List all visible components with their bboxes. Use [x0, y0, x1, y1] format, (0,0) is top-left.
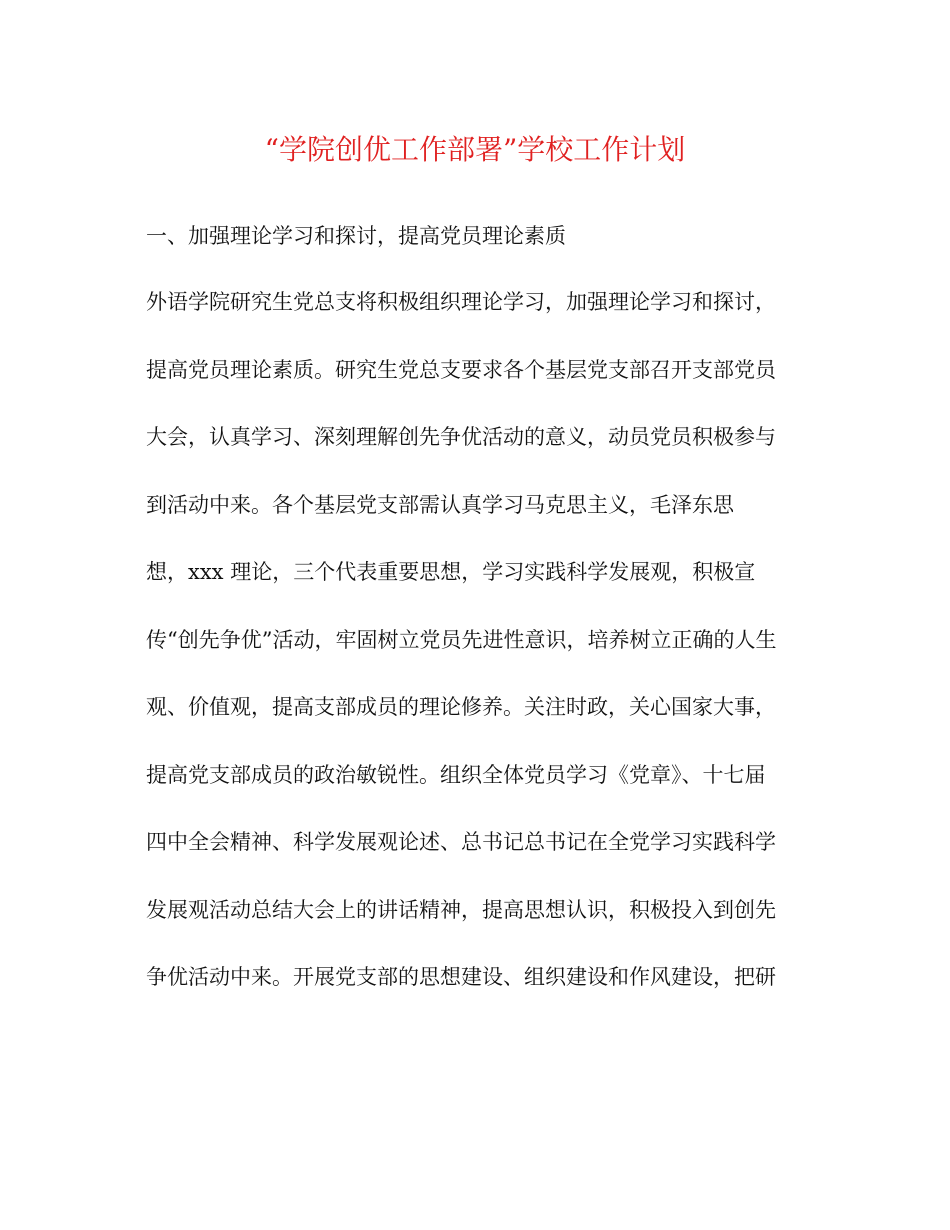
- body-line: 提高党员理论素质。研究生党总支要求各个基层党支部召开支部党员: [146, 357, 776, 382]
- body-line: 大会，认真学习、深刻理解创先争优活动的意义，动员党员积极参与: [146, 425, 776, 449]
- body-line: 发展观活动总结大会上的讲话精神，提高思想认识，积极投入到创先: [146, 897, 776, 922]
- body-line: 传“创先争优”活动，牢固树立党员先进性意识，培养树立正确的人生: [146, 627, 777, 652]
- body-line: 提高党支部成员的政治敏锐性。组织全体党员学习《党章》、十七届: [146, 762, 766, 787]
- body-line: 到活动中来。各个基层党支部需认真学习马克思主义，毛泽东思: [146, 492, 734, 517]
- body-text: [146, 287, 826, 1030]
- document-title: “学院创优工作部署”学校工作计划: [264, 133, 686, 166]
- body-line: 想，xxx 理论，三个代表重要思想，学习实践科学发展观，积极宣: [146, 560, 756, 584]
- body-line: 观、价值观，提高支部成员的理论修养。关注时政，关心国家大事，: [146, 695, 776, 719]
- section-heading: 一、加强理论学习和探讨，提高党员理论素质: [146, 224, 566, 248]
- body-line: 外语学院研究生党总支将积极组织理论学习，加强理论学习和探讨，: [146, 290, 776, 314]
- body-line: 争优活动中来。开展党支部的思想建设、组织建设和作风建设，把研: [146, 965, 776, 989]
- body-line: 四中全会精神、科学发展观论述、总书记总书记在全党学习实践科学: [146, 830, 776, 854]
